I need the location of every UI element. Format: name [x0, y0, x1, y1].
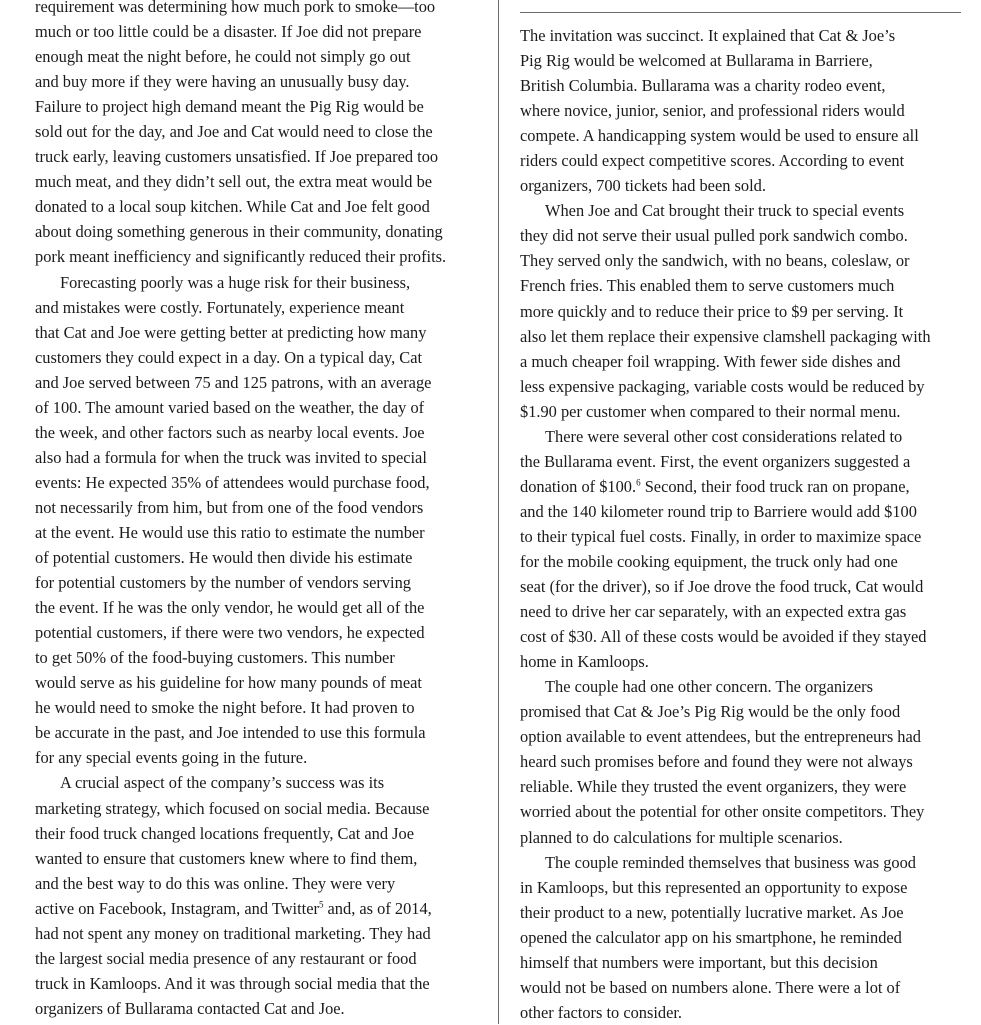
text-line-content: reliable. While they trusted the event organizers, they were: [520, 777, 907, 797]
text-line: [35, 270, 485, 295]
text-line: [520, 950, 970, 975]
text-line: [35, 495, 485, 520]
text-line-content: where novice, junior, senior, and professional riders would: [520, 101, 905, 121]
text-line-content: the event. If he was the only vendor, he would get all of the: [35, 598, 425, 618]
text-line-content: potential customers, if there were two vendors, he expected: [35, 623, 425, 643]
text-line-content: more quickly and to reduce their price to $9 per serving. It: [520, 301, 904, 321]
text-line-content: cost of $30. All of these costs would be avoided if they stayed: [520, 627, 927, 647]
text-line-content: promised that Cat & Joe’s Pig Rig would be the only food: [520, 702, 901, 722]
text-line: [520, 875, 970, 900]
text-line-content: not necessarily from him, but from one of the food vendors: [35, 497, 424, 517]
text-line-content: Pig Rig would be welcomed at Bullarama in Barriere,: [520, 51, 873, 71]
text-line: [35, 169, 485, 194]
text-line-content: their product to a new, potentially lucrative market. As Joe: [520, 902, 904, 922]
text-line-content: would serve as his guideline for how many pounds of meat: [35, 673, 422, 693]
text-line-content: heard such promises before and found they were not always: [520, 752, 913, 772]
text-line-content: much meat, and they didn’t sell out, the extra meat would be: [35, 172, 433, 192]
text-line: [35, 395, 485, 420]
text-line-content: that Cat and Joe were getting better at predicting how many: [35, 322, 427, 342]
text-line-content: also had a formula for when the truck was invited to special: [35, 447, 427, 467]
text-line: [35, 94, 485, 119]
text-line-content: to get 50% of the food-buying customers. This number: [35, 648, 395, 668]
text-line-content: home in Kamloops.: [520, 652, 649, 672]
text-line: [520, 424, 970, 449]
text-line: [520, 1000, 970, 1025]
text-line-content: opened the calculator app on his smartphone, he reminded: [520, 927, 902, 947]
text-line-content: seat (for the driver), so if Joe drove the food truck, Cat would: [520, 577, 924, 597]
text-line-content: a much cheaper foil wrapping. With fewer side dishes and: [520, 351, 901, 371]
text-line: [520, 699, 970, 724]
text-line: [35, 545, 485, 570]
text-line: [35, 345, 485, 370]
text-line: [35, 420, 485, 445]
text-line: [35, 921, 485, 946]
text-line-content: the Bullarama event. First, the event organizers suggested a: [520, 451, 911, 471]
text-line: [35, 796, 485, 821]
text-line-content: donation of $100.: [520, 476, 637, 496]
text-line: [35, 620, 485, 645]
left-text-column: [35, 0, 485, 1021]
text-line: [520, 73, 970, 98]
text-line-content: wanted to ensure that customers knew where to find them,: [35, 848, 418, 868]
text-line-content: for potential customers by the number of vendors serving: [35, 573, 411, 593]
text-line-content: organizers, 700 tickets had been sold.: [520, 176, 766, 196]
text-line: [35, 244, 485, 269]
text-line-content: The invitation was succinct. It explained that Cat & Joe’s: [520, 26, 896, 45]
text-line: [35, 295, 485, 320]
text-line: [520, 399, 970, 424]
text-line-content: in Kamloops, but this represented an opportunity to expose: [520, 877, 908, 897]
text-line-content: the largest social media presence of any restaurant or food: [35, 948, 417, 968]
text-line: [520, 774, 970, 799]
text-line: [35, 470, 485, 495]
text-line: [520, 123, 970, 148]
text-line: [35, 0, 485, 19]
text-line-content: customers they could expect in a day. On a typical day, Cat: [35, 347, 423, 367]
text-line-content: and Joe served between 75 and 125 patrons, with an average: [35, 372, 432, 392]
text-line: [520, 223, 970, 248]
text-line: [520, 48, 970, 73]
text-line-content: organizers of Bullarama contacted Cat and Joe.: [35, 998, 345, 1018]
text-line: [520, 299, 970, 324]
text-line-content: worried about the potential for other onsite competitors. They: [520, 802, 925, 822]
text-line: [35, 770, 485, 795]
text-line-content: to their typical fuel costs. Finally, in order to maximize space: [520, 526, 922, 546]
text-line-content: They served only the sandwich, with no beans, coleslaw, or: [520, 251, 910, 271]
text-line: [520, 574, 970, 599]
text-line-content: truck in Kamloops. And it was through social media that the: [35, 973, 430, 993]
text-line: [520, 198, 970, 223]
text-line-content: The couple had one other concern. The organizers: [545, 677, 873, 697]
text-line-content: of potential customers. He would then divide his estimate: [35, 548, 413, 568]
text-line: [520, 449, 970, 474]
text-line-content: would not be based on numbers alone. There were a lot of: [520, 977, 901, 997]
text-line-content: The couple reminded themselves that business was good: [545, 852, 916, 872]
text-line-content: compete. A handicapping system would be used to ensure all: [520, 126, 919, 146]
text-line-content: and the 140 kilometer round trip to Barriere would add $100: [520, 501, 917, 521]
text-line-content: their food truck changed locations frequently, Cat and Joe: [35, 823, 414, 843]
text-line-content: at the event. He would use this ratio to estimate the number: [35, 522, 425, 542]
text-line-continuation: Second, their food truck ran on propane,: [640, 476, 910, 496]
text-line: [520, 925, 970, 950]
text-line-content: option available to event attendees, but the entrepreneurs had: [520, 727, 921, 747]
text-line: [35, 194, 485, 219]
text-line-content: for the mobile cooking equipment, the truck only had one: [520, 551, 898, 571]
text-line-content: marketing strategy, which focused on social media. Because: [35, 798, 430, 818]
text-line-content: and buy more if they were having an unusually busy day.: [35, 72, 410, 92]
text-line-content: Failure to project high demand meant the Pig Rig would be: [35, 97, 424, 117]
text-line-content: pork meant inefficiency and significantly reduced their profits.: [35, 247, 447, 267]
footnote-marker: 6: [636, 477, 641, 488]
text-line-content: events: He expected 35% of attendees would purchase food,: [35, 472, 430, 492]
text-line: [520, 825, 970, 850]
text-line: [35, 670, 485, 695]
text-line-content: planned to do calculations for multiple scenarios.: [520, 827, 843, 847]
text-line-content: $1.90 per customer when compared to their normal menu.: [520, 401, 901, 421]
footnote-marker: 5: [318, 899, 324, 910]
text-line: [35, 119, 485, 144]
text-line: [520, 248, 970, 273]
text-line: [35, 946, 485, 971]
text-line: [35, 570, 485, 595]
text-line-content: also let them replace their expensive clamshell packaging with: [520, 326, 931, 346]
text-line: [520, 23, 970, 48]
column-divider: [498, 0, 499, 1024]
text-line-content: himself that numbers were important, but this decision: [520, 952, 878, 972]
text-line-content: There were several other cost considerations related to: [545, 426, 903, 446]
text-line: [35, 971, 485, 996]
text-line: [520, 850, 970, 875]
text-line: [520, 474, 970, 499]
text-line-content: British Columbia. Bullarama was a charity rodeo event,: [520, 76, 886, 96]
text-line: [520, 273, 970, 298]
text-line-content: other factors to consider.: [520, 1002, 683, 1022]
text-line: [35, 896, 485, 921]
text-line-content: truck early, leaving customers unsatisfied. If Joe prepared too: [35, 147, 439, 167]
text-line: [520, 549, 970, 574]
text-line-content: donated to a local soup kitchen. While Cat and Joe felt good: [35, 197, 430, 217]
text-line: [520, 98, 970, 123]
text-line: [520, 349, 970, 374]
text-line: [520, 724, 970, 749]
text-line-content: requirement was determining how much pork to smoke—too: [35, 0, 436, 16]
text-line: [35, 520, 485, 545]
text-line-content: need to drive her car separately, with an expected extra gas: [520, 602, 907, 622]
text-line-content: and mistakes were costly. Fortunately, experience meant: [35, 297, 405, 317]
text-line: [520, 524, 970, 549]
text-line-content: Forecasting poorly was a huge risk for their business,: [60, 272, 411, 292]
text-line: [520, 324, 970, 349]
text-line: [35, 144, 485, 169]
text-line: [35, 695, 485, 720]
text-line-content: enough meat the night before, he could not simply go out: [35, 47, 411, 67]
text-line: [520, 624, 970, 649]
text-line: [35, 871, 485, 896]
right-text-column: [520, 23, 970, 1025]
text-line: [35, 320, 485, 345]
text-line-content: active on Facebook, Instagram, and Twitter: [35, 898, 319, 918]
text-line: [35, 69, 485, 94]
text-line-content: much or too little could be a disaster. If Joe did not prepare: [35, 22, 422, 42]
text-line-content: less expensive packaging, variable costs would be reduced by: [520, 376, 925, 396]
text-line: [35, 19, 485, 44]
text-line-content: of 100. The amount varied based on the weather, the day of: [35, 397, 425, 417]
text-line-content: riders could expect competitive scores. According to event: [520, 151, 905, 171]
top-rule: [520, 12, 961, 13]
text-line: [35, 996, 485, 1021]
text-line: [520, 599, 970, 624]
text-line: [35, 44, 485, 69]
text-line-content: they did not serve their usual pulled pork sandwich combo.: [520, 226, 908, 246]
text-line-content: A crucial aspect of the company’s success was its: [60, 773, 385, 793]
text-line: [35, 445, 485, 470]
text-line: [35, 219, 485, 244]
text-line-content: about doing something generous in their community, donating: [35, 222, 443, 242]
text-line: [520, 649, 970, 674]
text-line: [35, 846, 485, 871]
text-line-content: had not spent any money on traditional marketing. They had: [35, 923, 431, 943]
text-line-content: When Joe and Cat brought their truck to special events: [545, 201, 905, 221]
text-line-continuation: and, as of 2014,: [323, 898, 432, 918]
text-line-content: for any special events going in the future.: [35, 748, 308, 768]
text-line: [35, 821, 485, 846]
text-line: [35, 745, 485, 770]
text-line: [520, 148, 970, 173]
text-line-content: and the best way to do this was online. They were very: [35, 873, 396, 893]
text-line: [520, 374, 970, 399]
text-line: [520, 674, 970, 699]
text-line-content: he would need to smoke the night before. It had proven to: [35, 698, 415, 718]
text-line: [520, 173, 970, 198]
text-line: [520, 749, 970, 774]
text-line-content: sold out for the day, and Joe and Cat would need to close the: [35, 122, 433, 142]
text-line: [520, 799, 970, 824]
text-line-content: the week, and other factors such as nearby local events. Joe: [35, 422, 425, 442]
text-line-content: be accurate in the past, and Joe intended to use this formula: [35, 723, 426, 743]
text-line: [520, 900, 970, 925]
text-line: [520, 499, 970, 524]
text-line-content: French fries. This enabled them to serve customers much: [520, 276, 895, 296]
text-line: [35, 720, 485, 745]
text-line: [35, 595, 485, 620]
text-line: [520, 975, 970, 1000]
text-line: [35, 645, 485, 670]
text-line: [35, 370, 485, 395]
